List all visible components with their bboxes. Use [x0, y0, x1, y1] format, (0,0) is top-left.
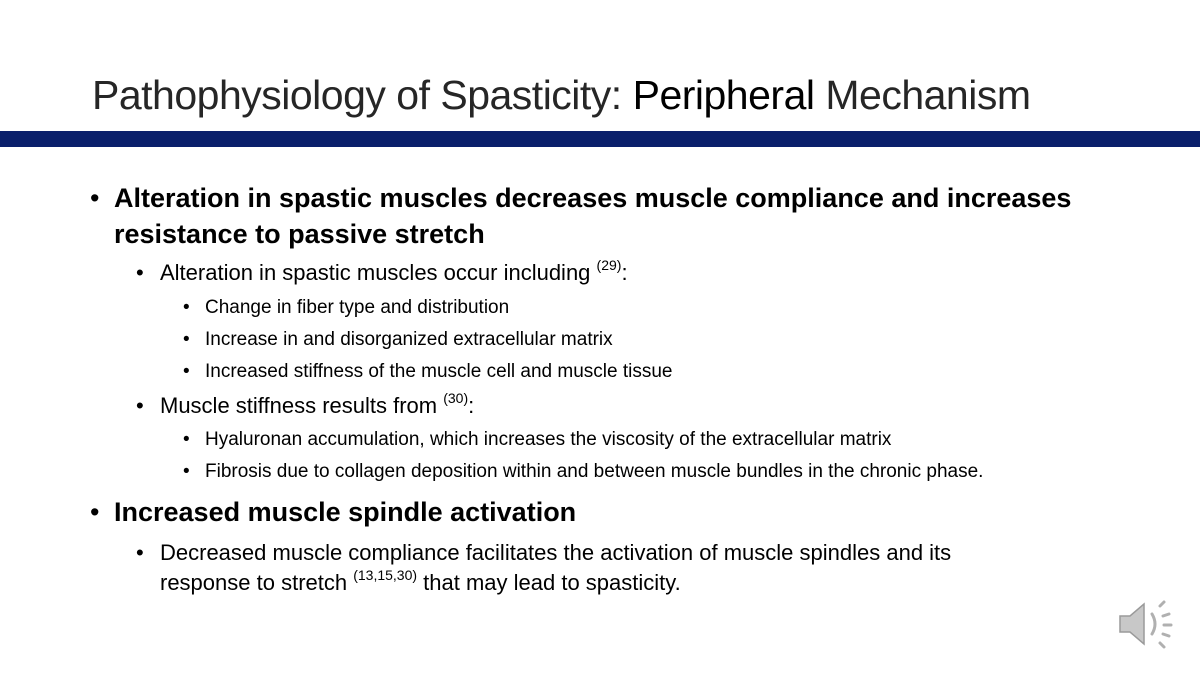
bullet-level1: Alteration in spastic muscles decreases muscle compliance and increases — [114, 183, 1072, 213]
bullet-icon: • — [90, 183, 100, 213]
bullet-level2 — [160, 257, 628, 286]
bullet-level2-continuation — [160, 567, 681, 596]
bullet-level1-continuation: resistance to passive stretch — [114, 219, 485, 249]
bullet-text: Alteration in spastic muscles occur including — [160, 260, 597, 285]
slide-title — [92, 72, 1031, 119]
title-prefix: Pathophysiology of Spasticity: — [92, 72, 633, 118]
bullet-icon: • — [136, 393, 144, 418]
reference: (30) — [443, 390, 469, 406]
bullet-icon: • — [136, 260, 144, 285]
speaker-icon[interactable] — [1116, 596, 1176, 652]
bullet-icon: • — [136, 540, 144, 565]
bullet-text: that may lead to spasticity. — [417, 570, 681, 595]
bullet-icon: • — [183, 429, 190, 450]
bullet-level3: Increased stiffness of the muscle cell and muscle tissue — [205, 361, 673, 382]
bullet-level3: Increase in and disorganized extracellular matrix — [205, 329, 613, 350]
bullet-icon: • — [183, 329, 190, 350]
bullet-level3: Fibrosis due to collagen deposition within and between muscle bundles in the chronic phase. — [205, 461, 984, 482]
title-emphasis: Peripheral — [632, 72, 815, 118]
bullet-level1: Increased muscle spindle activation — [114, 497, 577, 527]
bullet-icon: • — [183, 461, 190, 482]
bullet-icon: • — [90, 497, 100, 527]
bullet-tail: : — [621, 260, 628, 285]
reference: (13,15,30) — [353, 567, 418, 583]
bullet-icon: • — [183, 297, 190, 318]
bullet-level2: Decreased muscle compliance facilitates the activation of muscle spindles and its — [160, 540, 952, 565]
bullet-tail: : — [468, 393, 475, 418]
bullet-level3: Change in fiber type and distribution — [205, 297, 510, 318]
speaker-icon-graphic — [1116, 596, 1176, 652]
title-suffix: Mechanism — [814, 72, 1031, 118]
bullet-level3: Hyaluronan accumulation, which increases the viscosity of the extracellular matrix — [205, 429, 892, 450]
bullet-text: response to stretch — [160, 570, 354, 595]
bullet-icon: • — [183, 361, 190, 382]
bullet-text: Muscle stiffness results from — [160, 393, 444, 418]
bullet-level2 — [160, 390, 475, 419]
title-divider — [0, 131, 1200, 147]
reference: (29) — [596, 257, 622, 273]
